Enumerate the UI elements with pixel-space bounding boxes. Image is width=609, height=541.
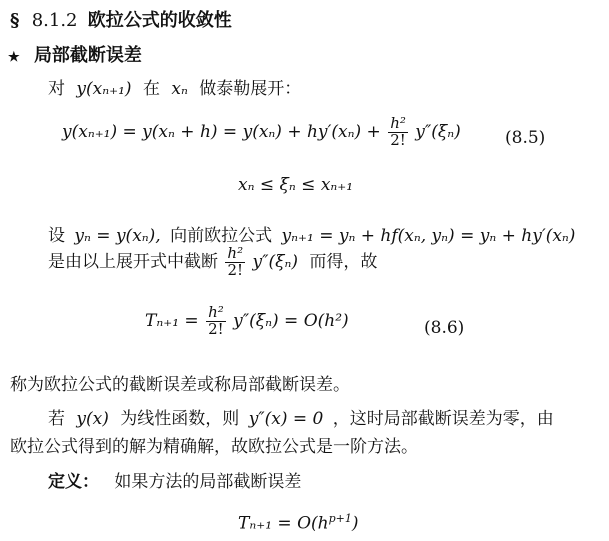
fraction-denominator: 2!	[227, 260, 244, 279]
text: 向前欧拉公式	[170, 226, 273, 246]
paragraph-linear-line2: 欧拉公式得到的解为精确解，故欧拉公式是一阶方法。	[10, 437, 418, 457]
equation-8-5	[62, 116, 461, 149]
text: 是由以上展开式中截断	[48, 251, 218, 272]
equation-rhs: y″(ξₙ)	[415, 121, 461, 142]
definition-text: 如果方法的局部截断误差	[114, 472, 302, 492]
math-expr: y(xₙ₊₁)	[76, 79, 132, 99]
subsection-heading	[8, 41, 142, 67]
fraction-numerator: h²	[390, 114, 406, 132]
equation-number-8-6: (8.6)	[424, 318, 465, 338]
fraction-denominator: 2!	[390, 130, 406, 149]
paragraph-euler-line1	[48, 221, 575, 246]
exponent: p+1	[328, 512, 352, 525]
equation-rhs: y″(ξₙ) = O(h²)	[233, 310, 349, 331]
text: 若	[48, 409, 65, 429]
text: 设	[48, 226, 65, 246]
math-expr: y″(ξₙ)	[252, 251, 298, 272]
paragraph-truncation-error: 称为欧拉公式的截断误差或称局部截断误差。	[10, 375, 350, 395]
section-heading	[10, 6, 232, 32]
text: 对	[48, 79, 65, 99]
text: 为线性函数，则	[120, 409, 240, 429]
paragraph-linear-line1	[48, 404, 554, 429]
section-number: 8.1.2	[31, 10, 78, 31]
math-expr: y″(x) = 0	[248, 409, 324, 429]
equation-number-8-5: (8.5)	[505, 128, 546, 148]
math-expr: yₙ₊₁ = yₙ + hf(xₙ, yₙ) = yₙ + hy′(xₙ)	[281, 226, 576, 246]
definition-label: 定义：	[48, 472, 99, 492]
text: 在	[142, 79, 160, 99]
equation-lhs: Tₙ₊₁ =	[145, 310, 199, 331]
math-expr: yₙ = y(xₙ),	[74, 226, 161, 246]
section-marker: §	[10, 10, 20, 31]
star-icon: ★	[8, 50, 20, 65]
equation-lhs: Tₙ₊₁ = O(h	[238, 513, 329, 534]
math-expr: xₙ	[171, 79, 188, 99]
fraction	[225, 246, 245, 279]
subsection-title: 局部截断误差	[33, 45, 142, 66]
text: ，这时局部截断误差为零，由	[332, 409, 554, 429]
paragraph-taylor-intro	[48, 74, 301, 99]
math-expr: y(x)	[76, 409, 109, 429]
definition	[48, 467, 301, 492]
equation-condition: xₙ ≤ ξₙ ≤ xₙ₊₁	[238, 175, 354, 195]
equation-rhs: )	[351, 513, 359, 534]
fraction-denominator: 2!	[208, 319, 224, 338]
fraction	[206, 305, 226, 338]
equation-8-6	[145, 305, 349, 338]
fraction-numerator: h²	[208, 303, 224, 321]
text: 而得，故	[309, 251, 378, 272]
text: 做泰勒展开：	[199, 79, 302, 99]
fraction-numerator: h²	[227, 244, 244, 262]
fraction	[388, 116, 408, 149]
equation-lhs: y(xₙ₊₁) = y(xₙ + h) = y(xₙ) + hy′(xₙ) +	[62, 121, 381, 142]
equation-definition	[238, 512, 359, 534]
paragraph-euler-line2	[48, 246, 377, 279]
section-title: 欧拉公式的收敛性	[87, 10, 232, 31]
